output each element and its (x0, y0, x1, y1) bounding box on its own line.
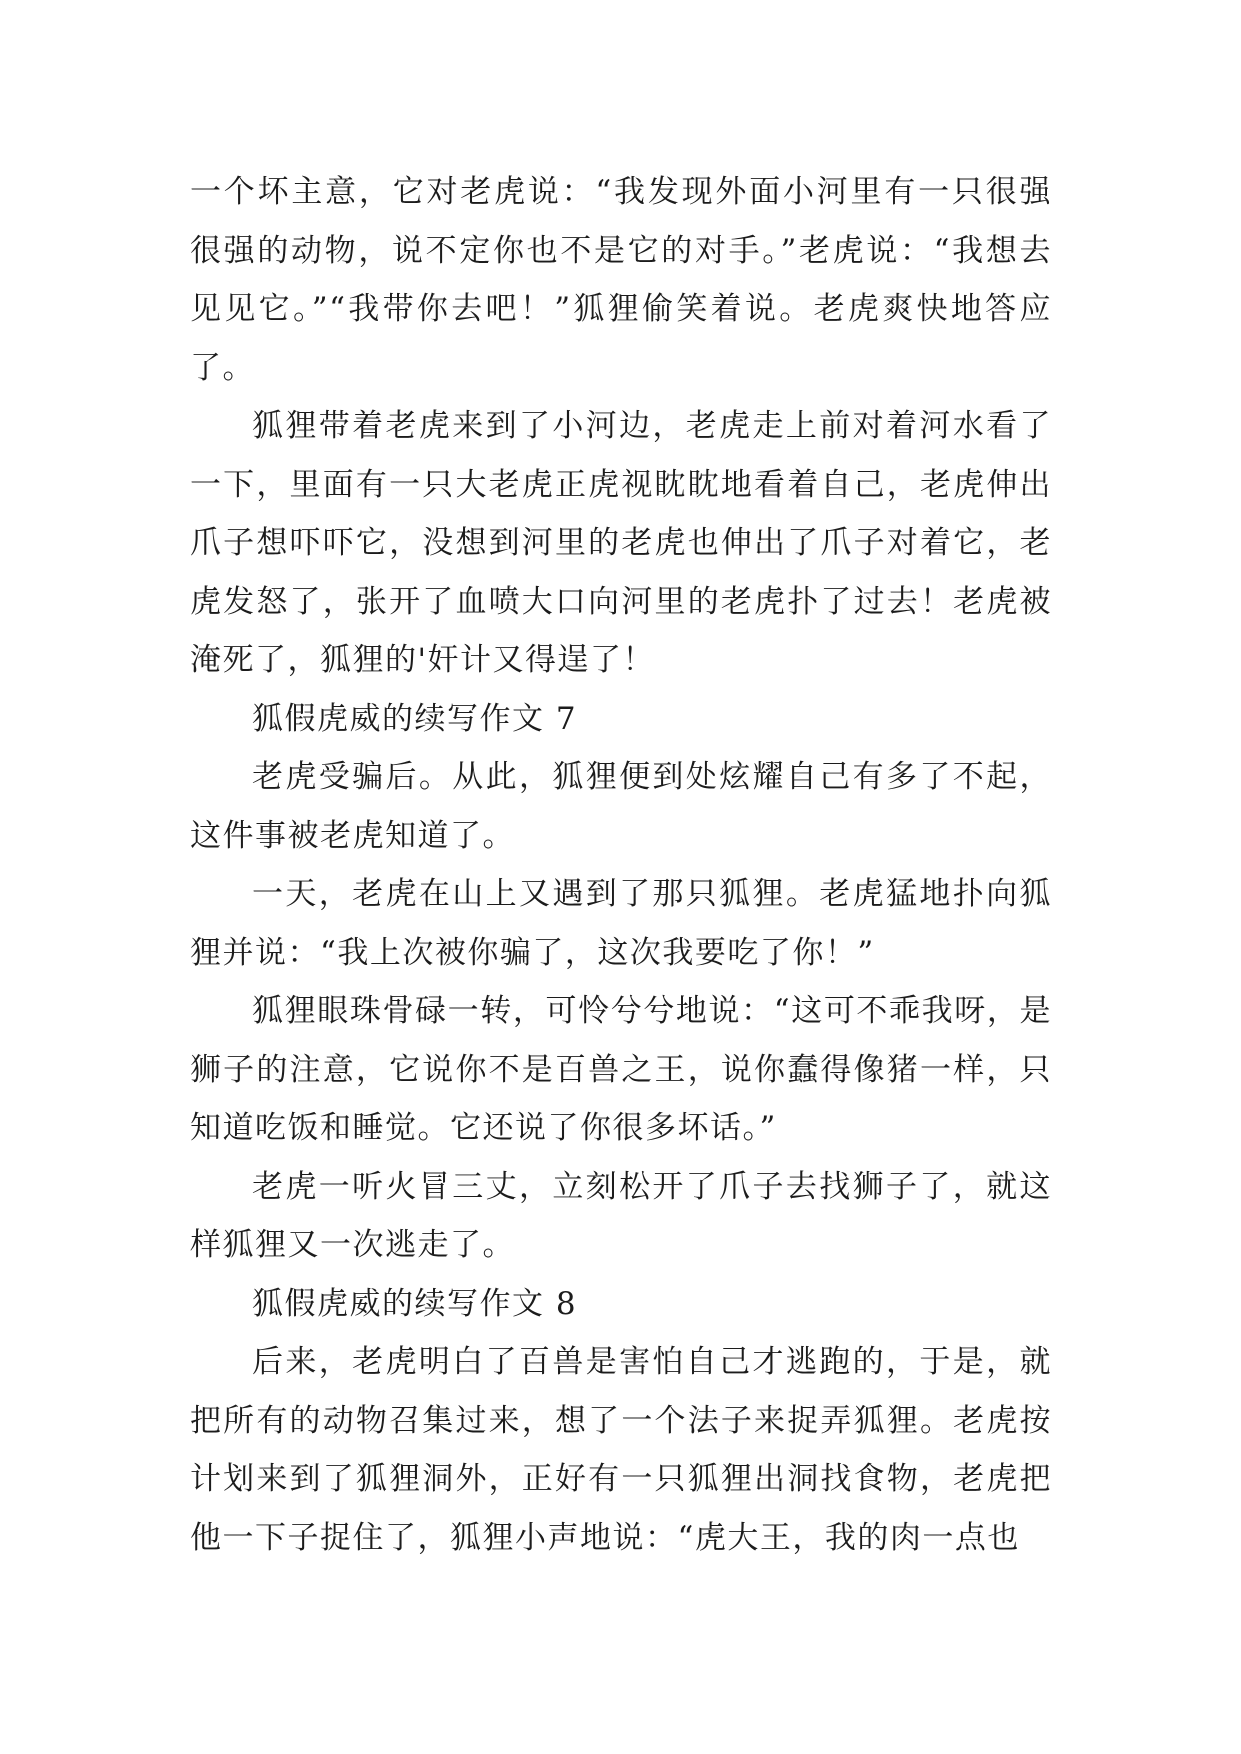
section-heading: 狐假虎威的续写作文 7 (252, 700, 578, 737)
paragraph: 一个坏主意，它对老虎说：“我发现外面小河里有一只很强很强的动物，说不定你也不是它的对手。”老虎说：“我想去见见它。”“我带你去吧！”狐狸偷笑着说。老虎爽快地答应了。 (190, 174, 1052, 386)
paragraph: 后来，老虎明白了百兽是害怕自己才逃跑的，于是，就把所有的动物召集过来，想了一个法子来捉弄狐狸。老虎按计划来到了狐狸洞外，正好有一只狐狸出洞找食物，老虎把他一下子捉住了，狐狸小声地说：“虎大王，我的肉一点也 (190, 1344, 1052, 1556)
paragraph: 一天，老虎在山上又遇到了那只狐狸。老虎猛地扑向狐狸并说：“我上次被你骗了，这次我要吃了你！” (190, 876, 1052, 971)
section-heading: 狐假虎威的续写作文 8 (252, 1285, 578, 1322)
paragraph: 狐狸带着老虎来到了小河边，老虎走上前对着河水看了一下，里面有一只大老虎正虎视眈眈地看着自己，老虎伸出爪子想吓吓它，没想到河里的老虎也伸出了爪子对着它，老虎发怒了，张开了血喷大口向河里的老虎扑了过去！老虎被淹死了，狐狸的'奸计又得逞了！ (190, 408, 1052, 678)
paragraph: 老虎受骗后。从此，狐狸便到处炫耀自己有多了不起，这件事被老虎知道了。 (190, 759, 1052, 854)
paragraph: 老虎一听火冒三丈，立刻松开了爪子去找狮子了，就这样狐狸又一次逃走了。 (190, 1168, 1052, 1263)
paragraph: 狐狸眼珠骨碌一转，可怜兮兮地说：“这可不乖我呀，是狮子的注意，它说你不是百兽之王，说你蠢得像猪一样，只知道吃饭和睡觉。它还说了你很多坏话。” (190, 993, 1052, 1146)
document-body (190, 163, 1052, 1567)
